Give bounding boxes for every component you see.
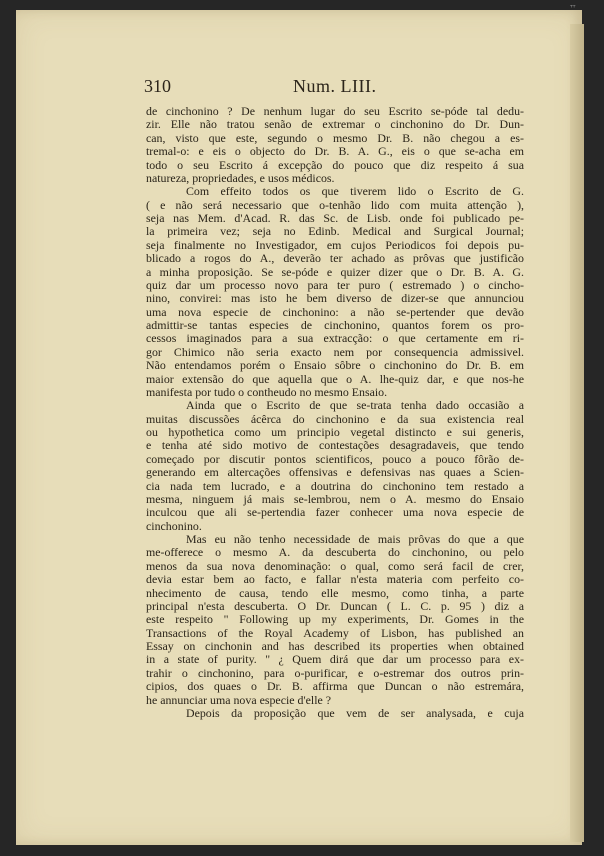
text-line: mesma, ninguem já mais se-lembrou, nem o A. mesmo do Ensaio <box>146 491 524 506</box>
text-line: can, visto que este, segundo o mesmo Dr. B. não chegou a es- <box>146 130 524 145</box>
text-line: menos da sua nova denominação: o qual, como será facil de crer, <box>146 558 524 573</box>
text-line: natureza, propriedades, e usos médicos. <box>146 170 335 185</box>
text-line: ou hypothetica como um principio vegetal distincto e sui generis, <box>146 425 524 439</box>
text-line: este respeito " Following up my experiments, Dr. Gomes in the <box>146 612 524 627</box>
text-line: Ainda que o Escrito de que se-trata tenha dado occasião a <box>186 398 524 413</box>
text-line: admittir-se tantas especies de cinchonino, quantos forem os pro- <box>146 318 524 332</box>
text-line: seja nas Mem. d'Acad. R. das Sc. de Lisb. onde foi publicado pe- <box>146 211 524 225</box>
text-line: de cinchonino ? De nenhum lugar do seu Escrito se-póde tal dedu- <box>146 104 524 118</box>
text-line: todo o seu Escrito á excepção do pouco que diz respeito á sua <box>146 157 524 172</box>
text-line: la primeira vez; seja no Edinb. Medical and Surgical Journal; <box>146 224 524 239</box>
text-line: Essay on cinchonin and has described its properties when obtained <box>146 639 524 653</box>
text-line: nino, convirei: mas isto he bem diverso de dizer-se que annunciou <box>146 291 524 306</box>
text-line: manifesta por tudo o contheudo no mesmo Ensaio. <box>146 384 388 399</box>
text-line: muitas discussões ácêrca do cinchonino e da sua existencia real <box>146 411 524 426</box>
text-line: he annunciar uma nova especie d'elle ? <box>146 692 332 707</box>
page-edge <box>570 24 584 842</box>
text-line: começado por discutir pontos scientificos, pouco a pouco fôrão de- <box>146 451 524 466</box>
text-line: Mas eu não tenho necessidade de mais prôvas do que a que <box>186 532 524 546</box>
text-line: Transactions of the Royal Academy of Lisbon, has published an <box>146 625 524 640</box>
text-line: me-offerece o mesmo A. da descuberta do cinchonino, ou pelo <box>146 545 524 560</box>
corner-mark: ᵀᵀ <box>570 4 576 12</box>
text-line: quiz dar um processo novo para ter puro ( estremado ) o cincho- <box>146 277 524 292</box>
text-line: Com effeito todos os que tiverem lido o Escrito de G. <box>186 184 524 199</box>
text-line: cinchonino. <box>146 518 202 533</box>
page-header <box>144 76 444 106</box>
running-head: Num. LIII. <box>293 76 377 96</box>
text-line: tremal-o: e eis o objecto do Dr. B. A. G., eis o que se-acha em <box>146 144 524 159</box>
text-line: Depois da proposição que vem de ser analysada, e cuja <box>186 705 524 720</box>
text-line: in a state of purity. " ¿ Quem dirá que dar um processo para ex- <box>146 652 524 667</box>
text-line: zir. Elle não tratou senão de extremar o cinchonino do Dr. Dun- <box>146 117 524 132</box>
text-line: cipios, dos quaes o Dr. B. affirma que Duncan o não estremára, <box>146 679 524 694</box>
text-line: principal n'esta descuberta. O Dr. Duncan ( L. C. p. 95 ) diz a <box>146 598 524 613</box>
text-line: seja finalmente no Investigador, em cujos Periodicos foi depois pu- <box>146 237 524 252</box>
text-line: gor Chimico não seria exacto nem por consequencia admissivel. <box>146 344 524 359</box>
page-number: 310 <box>144 76 171 96</box>
text-line: cia nada tem lucrado, e a doutrina do cinchonino tem restado a <box>146 478 524 493</box>
text-line: generando em altercações offensivas e defensivas nas quaes a Scien- <box>146 465 524 480</box>
text-line: ( e não será necessario que o-tenhão lido com muita attenção ), <box>146 197 524 212</box>
text-line: trahir o cinchonino, para o-purificar, e o-estremar dos outros prin- <box>146 665 524 680</box>
text-line: blicado a rogos do A., deverão ter achado as prôvas que justificão <box>146 251 524 266</box>
text-line: cessos imaginados para a sua extracção: o que certamente em ri- <box>146 331 524 346</box>
text-line: inculcou que ali se-pertendia fazer conhecer uma nova especie de <box>146 505 524 520</box>
text-line: a minha proposição. Se se-póde e quizer dizer que o Dr. B. A. G. <box>146 264 524 279</box>
text-line: Não entendamos porém o Ensaio sôbre o cinchonino do Dr. B. em <box>146 358 524 373</box>
text-line: devia estar bem ao facto, e fallar n'esta materia com perfeito co- <box>146 572 524 587</box>
text-line: e tenha até sido motivo de contestações desagradaveis, que tendo <box>146 438 524 453</box>
text-line: nhecimento de causa, tendo elle mesmo, como tinha, a parte <box>146 585 524 600</box>
text-line: maior extensão do que aquella que o A. lhe-quiz dar, e que nos-he <box>146 371 524 386</box>
text-line: uma nova especie de cinchonino: a não se-pertender que devão <box>146 304 524 319</box>
body-text <box>146 105 524 720</box>
